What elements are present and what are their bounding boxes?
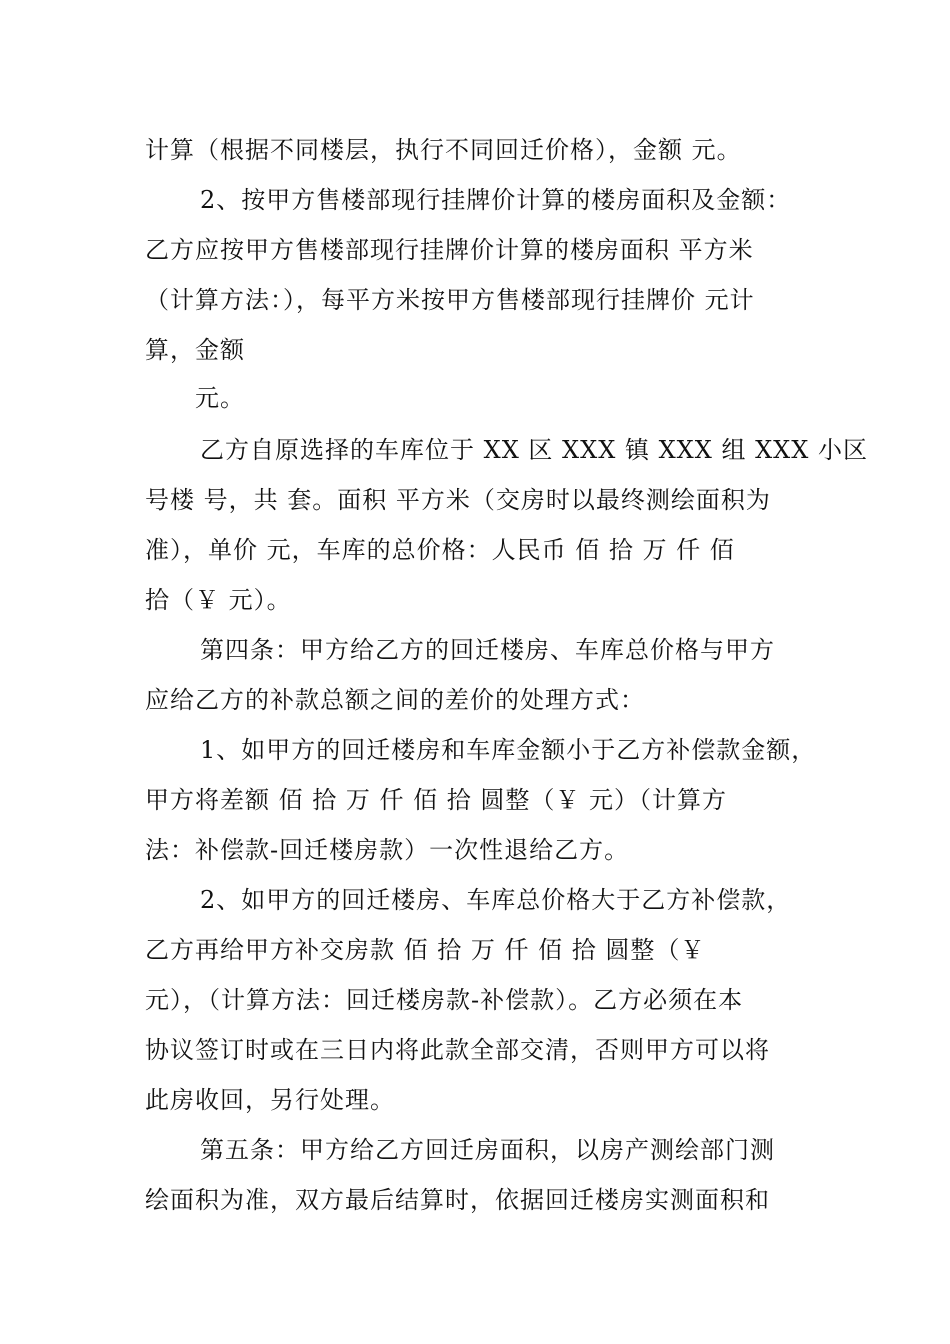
text-line: 元。 (195, 384, 245, 412)
text-line: 应给乙方的补款总额之间的差价的处理方式： (145, 686, 645, 714)
text-line: 此房收回，另行处理。 (145, 1086, 395, 1114)
text-line: 乙方应按甲方售楼部现行挂牌价计算的楼房面积 平方米 (145, 236, 754, 264)
text-line: 乙方再给甲方补交房款 佰 拾 万 仟 佰 拾 圆整（￥ (145, 936, 706, 964)
text-line: 2、按甲方售楼部现行挂牌价计算的楼房面积及金额： (200, 186, 792, 214)
text-line: 算，金额 (145, 336, 245, 364)
text-line: 拾（￥ 元）。 (145, 586, 292, 614)
text-line: 甲方将差额 佰 拾 万 仟 佰 拾 圆整（￥ 元）（计算方 (145, 786, 728, 814)
text-line: 1、如甲方的回迁楼房和车库金额小于乙方补偿款金额， (200, 736, 817, 764)
text-line: 乙方自原选择的车库位于 XX 区 XXX 镇 XXX 组 XXX 小区 (200, 436, 868, 464)
text-line: 号楼 号，共 套。面积 平方米（交房时以最终测绘面积为 (145, 486, 771, 514)
text-line: 第五条：甲方给乙方回迁房面积，以房产测绘部门测 (200, 1136, 775, 1164)
text-line: 协议签订时或在三日内将此款全部交清，否则甲方可以将 (145, 1036, 770, 1064)
text-line: （计算方法：），每平方米按甲方售楼部现行挂牌价 元计 (145, 286, 755, 314)
text-line: 准），单价 元，车库的总价格：人民币 佰 拾 万 仟 佰 (145, 536, 735, 564)
text-line: 绘面积为准，双方最后结算时，依据回迁楼房实测面积和 (145, 1186, 770, 1214)
text-line: 第四条：甲方给乙方的回迁楼房、车库总价格与甲方 (200, 636, 775, 664)
text-line: 法：补偿款-回迁楼房款）一次性退给乙方。 (145, 836, 630, 864)
text-line: 计算（根据不同楼层，执行不同回迁价格），金额 元。 (145, 136, 742, 164)
text-line: 2、如甲方的回迁楼房、车库总价格大于乙方补偿款， (200, 886, 792, 914)
text-line: 元），（计算方法：回迁楼房款-补偿款）。乙方必须在本 (145, 986, 744, 1014)
